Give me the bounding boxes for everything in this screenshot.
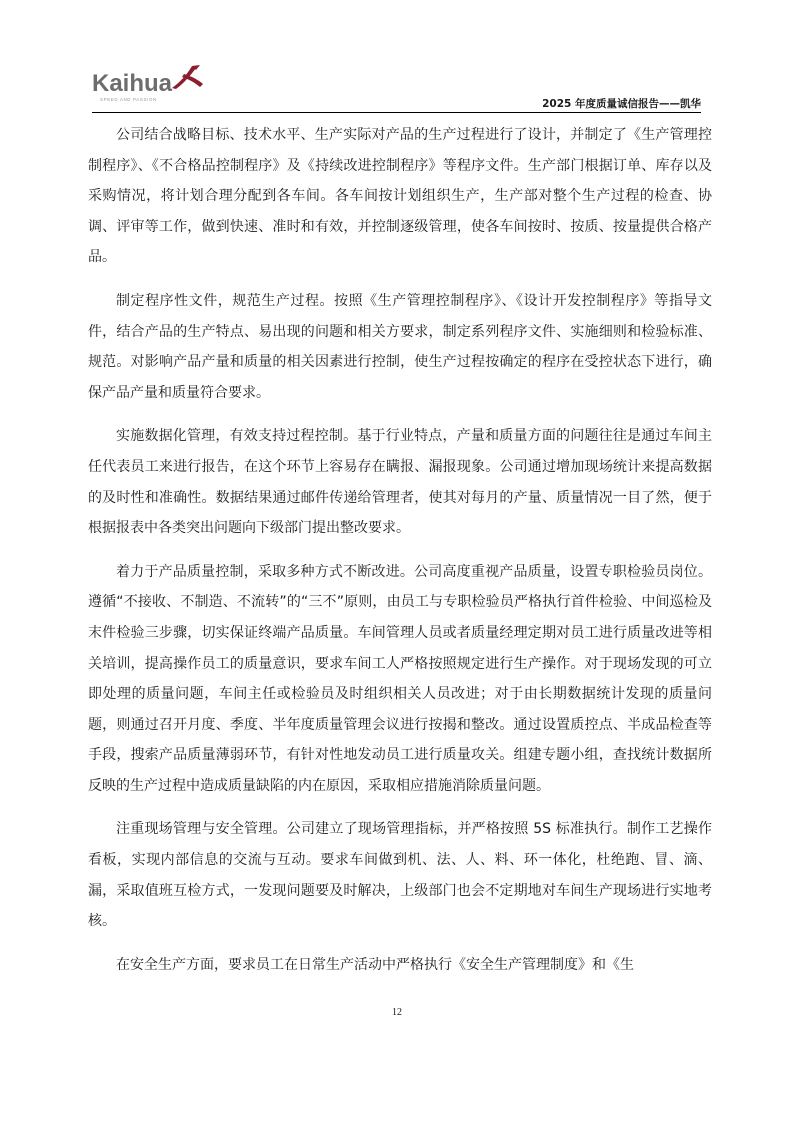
- paragraph-data-management: 实施数据化管理，有效支持过程控制。基于行业特点，产量和质量方面的问题往往是通过车间主任代表员工来进行报告，在这个环节上容易存在瞒报、漏报现象。公司通过增加现场统计来提高数据的及时性和准确性。数据结果通过邮件传递给管理者，使其对每月的产量、质量情况一目了然，便于根据报表中各类突出问题向下级部门提出整改要求。: [88, 428, 712, 537]
- paragraph-safety-production: 在安全生产方面，要求员工在日常生产活动中严格执行《安全生产管理制度》和《生: [116, 956, 634, 973]
- logo-tagline: SPEED AND PASSION: [100, 97, 157, 102]
- page-number: 12: [392, 1007, 402, 1018]
- company-logo: [92, 64, 207, 106]
- header-divider: [92, 112, 701, 113]
- report-header-title: 2025 年度质量诚信报告——凯华: [542, 98, 701, 110]
- logo-swoosh-icon: [170, 64, 204, 90]
- paragraph-quality-control: 着力于产品质量控制，采取多种方式不断改进。公司高度重视产品质量，设置专职检验员岗位。遵循“不接收、不制造、不流转”的“三不”原则，由员工与专职检验员严格执行首件检验、中间巡检及末件检验三步骤，切实保证终端产品质量。车间管理人员或者质量经理定期对员工进行质量改进等相关培训，提高操作员工的质量意识，要求车间工人严格按照规定进行生产操作。对于现场发现的可立即处理的质量问题，车间主任或检验员及时组织相关人员改进；对于由长期数据统计发现的质量问题，则通过召开月度、季度、半年度质量管理会议进行按揭和整改。通过设置质控点、半成品检查等手段，搜索产品质量薄弱环节，有针对性地发动员工进行质量攻关。组建专题小组，查找统计数据所反映的生产过程中造成质量缺陷的内在原因，采取相应措施消除质量问题。: [88, 563, 712, 794]
- logo-wordmark: Kaihua: [92, 70, 173, 97]
- document-body: [88, 120, 712, 993]
- paragraph-procedure-documents: 制定程序性文件，规范生产过程。按照《生产管理控制程序》、《设计开发控制程序》等指导文件，结合产品的生产特点、易出现的问题和相关方要求，制定系列程序文件、实施细则和检验标准、规范。对影响产品产量和质量的相关因素进行控制，使生产过程按确定的程序在受控状态下进行，确保产品产量和质量符合要求。: [88, 292, 712, 401]
- paragraph-site-safety-management: 注重现场管理与安全管理。公司建立了现场管理指标，并严格按照 5S 标准执行。制作工艺操作看板，实现内部信息的交流与互动。要求车间做到机、法、人、料、环一体化，杜绝跑、冒、滴、漏，采取值班互检方式，一发现问题要及时解决，上级部门也会不定期地对车间生产现场进行实地考核。: [88, 821, 712, 930]
- paragraph-production-design: 公司结合战略目标、技术水平、生产实际对产品的生产过程进行了设计，并制定了《生产管理控制程序》、《不合格品控制程序》及《持续改进控制程序》等程序文件。生产部门根据订单、库存以及采购情况，将计划合理分配到各车间。各车间按计划组织生产，生产部对整个生产过程的检查、协调、评审等工作，做到快速、准时和有效，并控制逐级管理，使各车间按时、按质、按量提供合格产品。: [88, 127, 712, 266]
